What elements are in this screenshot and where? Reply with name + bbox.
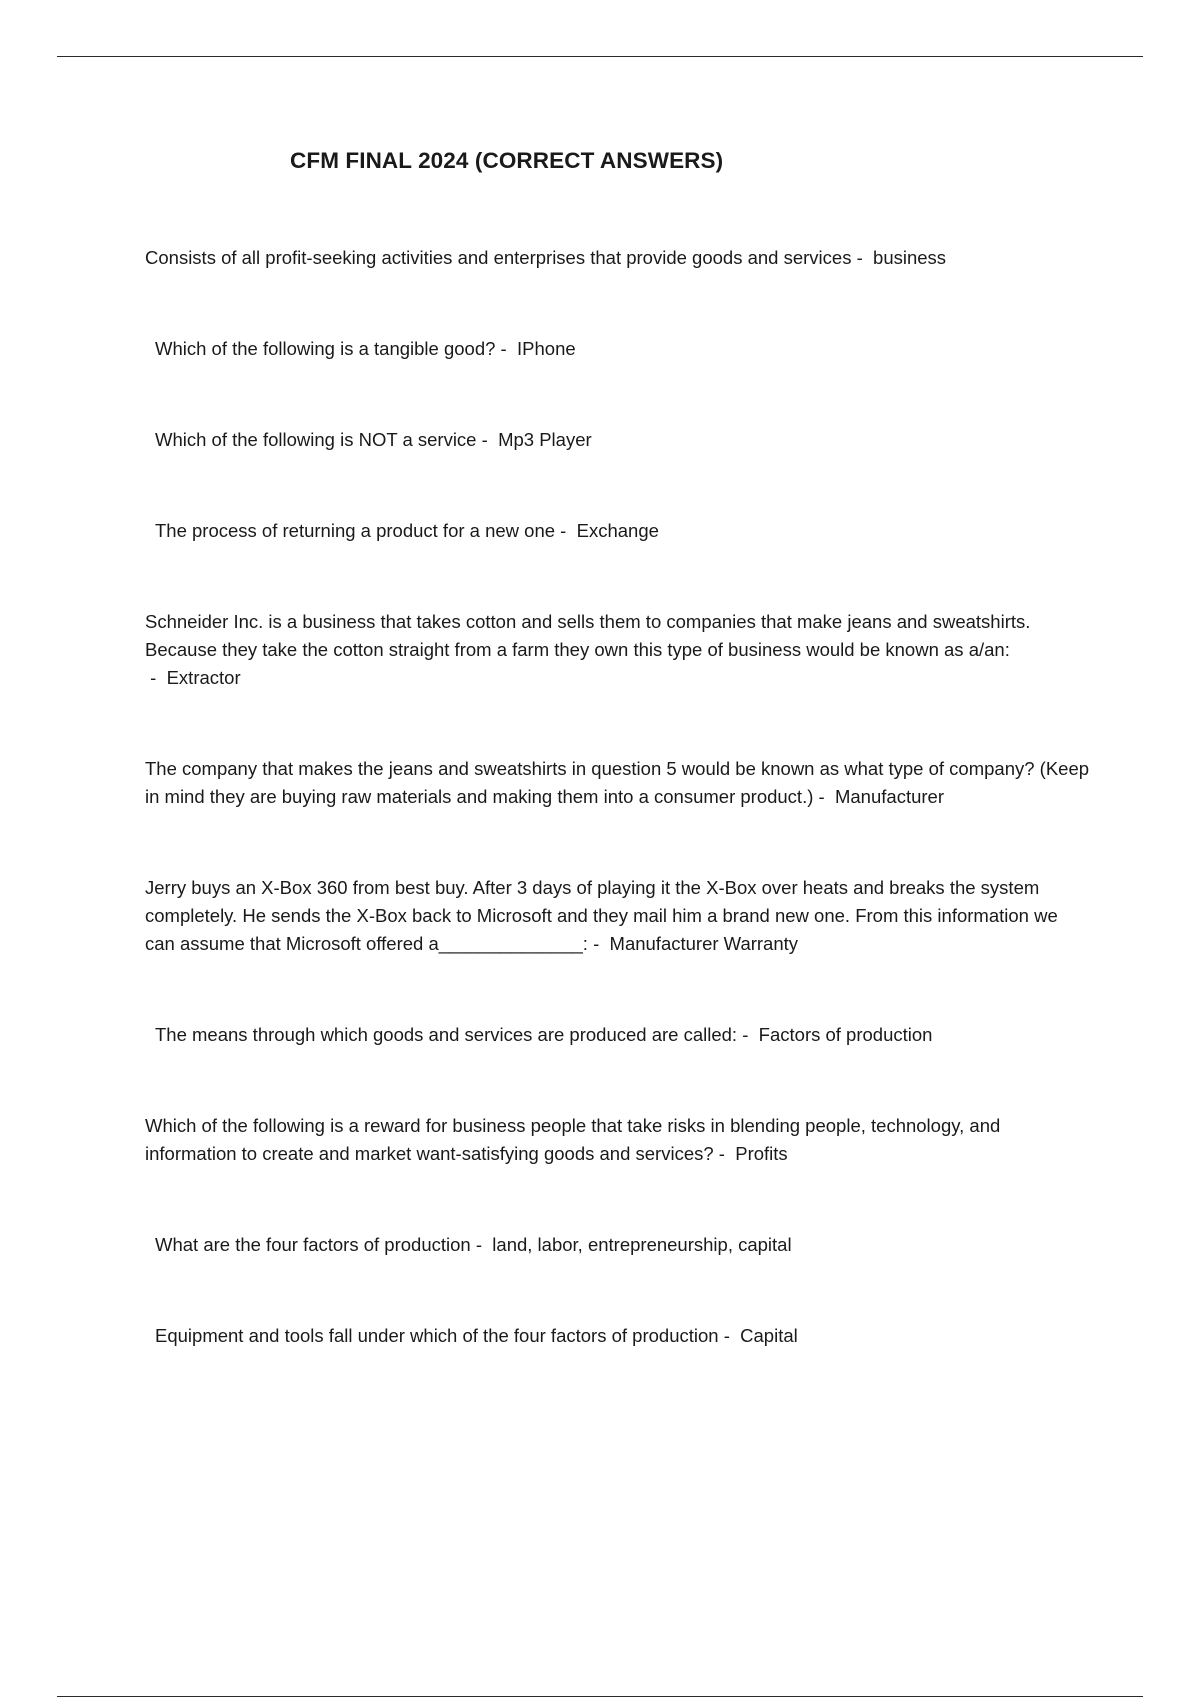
question-text: Which of the following is a reward for business people that take risks in blending people, technology, and information to create and market want-satisfying goods and services? <box>145 1115 1001 1164</box>
qa-separator: - <box>813 786 835 807</box>
question-text: The means through which goods and services are produced are called: <box>155 1024 738 1045</box>
qa-item <box>145 608 1090 692</box>
qa-separator: - <box>851 247 874 268</box>
answer-text: Factors of production <box>758 1024 933 1045</box>
qa-item <box>145 1322 1090 1350</box>
question-text: Jerry buys an X-Box 360 from best buy. After 3 days of playing it the X-Box over heats and breaks the system completely. He sends the X-Box back to Microsoft and they mail him a brand new one. From this information we can assume that Microsoft offered a______________: <box>145 877 1058 954</box>
qa-separator: - <box>476 429 499 450</box>
qa-separator: - <box>587 933 610 954</box>
qa-item <box>145 874 1090 958</box>
document-title: CFM FINAL 2024 (CORRECT ANSWERS) <box>290 148 724 173</box>
answer-text: land, labor, entrepreneurship, capital <box>492 1234 792 1255</box>
question-text: Schneider Inc. is a business that takes cotton and sells them to companies that make jeans and sweatshirts. Because they take the cotton straight from a farm they own this type of business would be known as a/an: <box>145 611 1031 660</box>
qa-separator: - <box>737 1024 759 1045</box>
qa-item <box>145 517 1090 545</box>
qa-separator: - <box>713 1143 736 1164</box>
answer-text: IPhone <box>517 338 576 359</box>
answer-text: Extractor <box>166 667 241 688</box>
question-text: Which of the following is NOT a service <box>155 429 477 450</box>
answer-text: Manufacturer Warranty <box>609 933 799 954</box>
qa-item <box>145 1112 1090 1168</box>
qa-separator: - <box>555 520 577 541</box>
answer-text: Exchange <box>576 520 659 541</box>
qa-item <box>145 1021 1090 1049</box>
bottom-divider <box>57 1696 1143 1697</box>
qa-item <box>145 755 1090 811</box>
qa-separator: - <box>718 1325 741 1346</box>
question-text: The process of returning a product for a new one <box>155 520 556 541</box>
question-text: Consists of all profit-seeking activities and enterprises that provide goods and services <box>145 247 852 268</box>
qa-separator: - <box>495 338 518 359</box>
qa-item <box>145 1231 1090 1259</box>
top-divider <box>57 56 1143 57</box>
answer-text: business <box>873 247 947 268</box>
qa-separator: - <box>470 1234 493 1255</box>
qa-item <box>145 426 1090 454</box>
question-text: What are the four factors of production <box>155 1234 471 1255</box>
answer-text: Manufacturer <box>834 786 944 807</box>
qa-list <box>145 244 1090 1413</box>
question-text: Equipment and tools fall under which of the four factors of production <box>155 1325 719 1346</box>
qa-item <box>145 244 1090 272</box>
qa-item <box>145 335 1090 363</box>
answer-text: Capital <box>740 1325 798 1346</box>
question-text: Which of the following is a tangible good? <box>155 338 496 359</box>
answer-text: Mp3 Player <box>498 429 592 450</box>
answer-text: Profits <box>735 1143 788 1164</box>
question-text: The company that makes the jeans and sweatshirts in question 5 would be known as what type of company? (Keep in mind they are buying raw materials and making them into a consumer product.) <box>145 758 1090 807</box>
qa-separator: - <box>145 667 167 688</box>
